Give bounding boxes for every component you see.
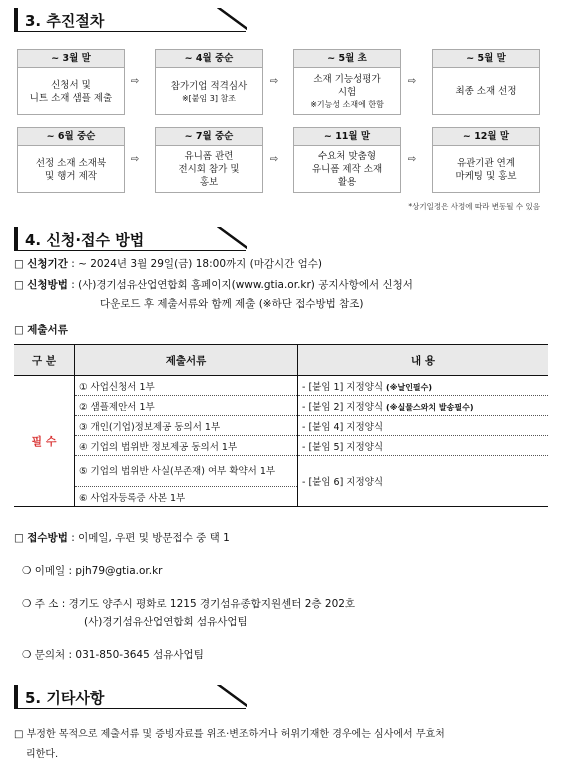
method-line: [14, 277, 413, 292]
step-line: 신청서 및: [51, 79, 91, 91]
method-line-2: 다운로드 후 제출서류와 함께 제출 (※하단 접수방법 참조): [100, 298, 364, 310]
step-line: 수요처 맞춤형: [317, 151, 377, 162]
step-line: 참가기업 적격심사: [170, 80, 248, 92]
receipt-text: : 이메일, 우편 및 방문접수 중 택 1: [71, 532, 230, 544]
step-line: 활용: [337, 177, 357, 188]
doc-cell: ④ 기업의 법위반 정보제공 동의서 1부: [75, 436, 298, 456]
step-head: ~ 7월 중순: [156, 128, 262, 146]
step-line: 니트 소재 샘플 제출: [29, 92, 113, 104]
section4-title: 4. 신청·접수 방법: [25, 231, 145, 249]
doc-cell: ① 사업신청서 1부: [75, 376, 298, 396]
period-label: 신청기간: [27, 258, 68, 270]
circle-icon: ❍: [22, 598, 32, 610]
content-cell: - [붙임 6] 지정양식: [298, 456, 549, 507]
step-note: ※[붙임 3] 참조: [181, 93, 237, 103]
etc-line: [14, 725, 445, 740]
method-label: 신청방법: [27, 279, 68, 291]
doc-cell: ③ 개인(기업)정보제공 동의서 1부: [75, 416, 298, 436]
content-cell: [298, 376, 549, 396]
address-text: 주 소 : 경기도 양주시 평화로 1215 경기섬유종합지원센터 2층 202호: [34, 598, 356, 610]
step-line: 전시회 참가 및: [178, 164, 240, 175]
contact-text: 문의처 : 031-850-3645 섬유사업팀: [34, 649, 204, 661]
section3-title: 3. 추진절차: [25, 12, 105, 30]
contact-line: [22, 647, 204, 662]
step-head: ~ 12월 말: [433, 128, 539, 146]
documents-table: [14, 344, 548, 507]
step-box-5: [17, 127, 125, 193]
content-extra: (※날인필수): [386, 382, 433, 392]
section4-heading: [14, 227, 246, 251]
table-header: 구 분: [14, 345, 75, 376]
content-cell: - [붙임 4] 지정양식: [298, 416, 549, 436]
arrow-icon: ⇨: [407, 76, 417, 87]
step-line: 최종 소재 선정: [455, 86, 517, 97]
docs-label: 제출서류: [27, 324, 68, 336]
arrow-icon: ⇨: [130, 76, 140, 87]
step-line: 유니폼 제작 소재: [311, 164, 383, 175]
step-box-3: [293, 49, 401, 115]
etc-line-2: 리한다.: [26, 749, 59, 760]
receipt-line: [14, 530, 230, 545]
section3-heading: [14, 8, 246, 32]
step-line: 소재 기능성평가: [313, 74, 381, 85]
method-text: : (사)경기섬유산업연합회 홈페이지(www.gtia.or.kr) 공지사항에서 신청서: [71, 279, 413, 291]
step-head: ~ 3월 말: [18, 50, 124, 68]
table-row: [14, 376, 548, 396]
step-note: ※기능성 소재에 한함: [310, 100, 384, 109]
table-row: [14, 396, 548, 416]
step-head: ~ 5월 말: [433, 50, 539, 68]
step-line: 마케팅 및 홍보: [455, 170, 517, 182]
step-box-4: [432, 49, 540, 115]
circle-icon: ❍: [22, 649, 32, 661]
step-box-7: [293, 127, 401, 193]
section5-title: 5. 기타사항: [25, 689, 105, 707]
category-cell: 필 수: [14, 376, 75, 507]
schedule-footnote: *상기일정은 사정에 따라 변동될 수 있음: [408, 202, 540, 211]
arrow-icon: ⇨: [407, 154, 417, 165]
table-header: 제출서류: [75, 345, 298, 376]
step-head: ~ 11월 말: [294, 128, 400, 146]
address-line-2: (사)경기섬유산업연합회 섬유사업팀: [84, 616, 248, 628]
email-text: 이메일 : pjh79@gtia.or.kr: [34, 565, 163, 577]
checkbox-icon: □: [14, 279, 24, 291]
checkbox-icon: □: [14, 324, 24, 336]
step-head: ~ 5월 초: [294, 50, 400, 68]
arrow-icon: ⇨: [269, 154, 279, 165]
address-line: [22, 596, 355, 611]
step-line: 홍보: [199, 177, 219, 188]
docs-line: [14, 322, 68, 337]
receipt-label: 접수방법: [27, 532, 68, 544]
period-text: : ~ 2024년 3월 29일(금) 18:00까지 (마감시간 엄수): [71, 258, 323, 270]
step-line: 유니폼 관련: [184, 151, 234, 162]
arrow-icon: ⇨: [130, 154, 140, 165]
content-text: - [붙임 2] 지정양식: [302, 401, 384, 413]
arrow-icon: ⇨: [269, 76, 279, 87]
checkbox-icon: □: [14, 532, 24, 544]
period-line: [14, 256, 322, 271]
section5-heading: [14, 685, 246, 709]
doc-cell: ⑤ 기업의 법위반 사실(부존재) 여부 확약서 1부: [75, 456, 298, 487]
checkbox-icon: □: [14, 729, 24, 740]
step-box-2: [155, 49, 263, 115]
table-row: [14, 416, 548, 436]
circle-icon: ❍: [22, 565, 32, 577]
step-line: 선정 소재 소재북: [35, 157, 107, 169]
email-line: [22, 563, 163, 578]
step-box-6: [155, 127, 263, 193]
content-cell: [298, 396, 549, 416]
table-row: [14, 436, 548, 456]
doc-cell: ② 샘플제안서 1부: [75, 396, 298, 416]
step-line: 유관기관 연계: [456, 157, 516, 169]
step-head: ~ 4월 중순: [156, 50, 262, 68]
step-line: 시험: [337, 87, 357, 98]
step-box-8: [432, 127, 540, 193]
etc-text: 부정한 목적으로 제출서류 및 증빙자료를 위조·변조하거나 허위기재한 경우에는 심사에서 무효처: [26, 729, 445, 740]
step-head: ~ 6월 중순: [18, 128, 124, 146]
checkbox-icon: □: [14, 258, 24, 270]
content-extra: (※실물스와치 발송필수): [386, 402, 474, 412]
table-row: [14, 456, 548, 487]
step-line: 및 행거 제작: [45, 170, 97, 182]
step-box-1: [17, 49, 125, 115]
table-header: 내 용: [298, 345, 549, 376]
content-cell: - [붙임 5] 지정양식: [298, 436, 549, 456]
doc-cell: ⑥ 사업자등록증 사본 1부: [75, 487, 298, 507]
content-text: - [붙임 1] 지정양식: [302, 381, 384, 393]
